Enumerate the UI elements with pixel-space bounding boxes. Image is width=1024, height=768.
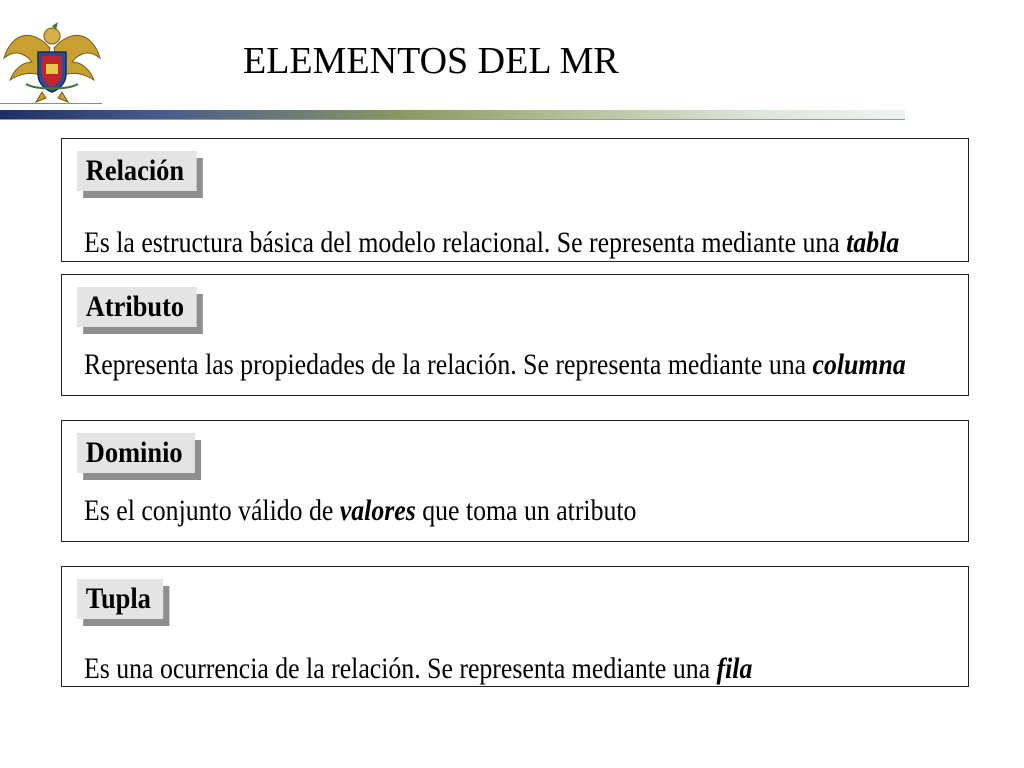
definition-box-atributo <box>61 274 969 396</box>
term-tag-dominio: Dominio <box>77 433 195 473</box>
title-gradient-bar <box>0 110 905 120</box>
definition-text-tupla <box>84 651 752 687</box>
definition-text-part: Representa las propiedades de la relación. Se representa mediante una <box>84 348 813 381</box>
slide-title: ELEMENTOS DEL MR <box>243 40 619 82</box>
definition-text-atributo <box>84 347 906 383</box>
logo-underline <box>0 103 102 104</box>
definition-text-part: Es una ocurrencia de la relación. Se representa mediante una <box>84 652 717 685</box>
definition-keyword: fila <box>716 652 753 685</box>
definition-box-dominio <box>61 420 969 542</box>
definition-keyword: columna <box>812 348 906 381</box>
term-tag-relacion: Relación <box>77 151 196 191</box>
definition-box-relacion <box>61 138 969 262</box>
definition-box-tupla <box>61 566 969 687</box>
definition-keyword: tabla <box>846 226 900 259</box>
definition-text-part: que toma un atributo <box>415 494 637 527</box>
definition-text-dominio <box>84 493 636 529</box>
definition-text-part: Es la estructura básica del modelo relacional. Se representa mediante una <box>84 226 847 259</box>
definition-keyword: valores <box>339 494 416 527</box>
term-tag-atributo: Atributo <box>77 287 196 327</box>
eagle-crest-icon <box>2 18 102 104</box>
definition-text-part: Es el conjunto válido de <box>84 494 340 527</box>
definition-text-relacion <box>84 225 899 261</box>
term-tag-tupla: Tupla <box>77 579 163 619</box>
